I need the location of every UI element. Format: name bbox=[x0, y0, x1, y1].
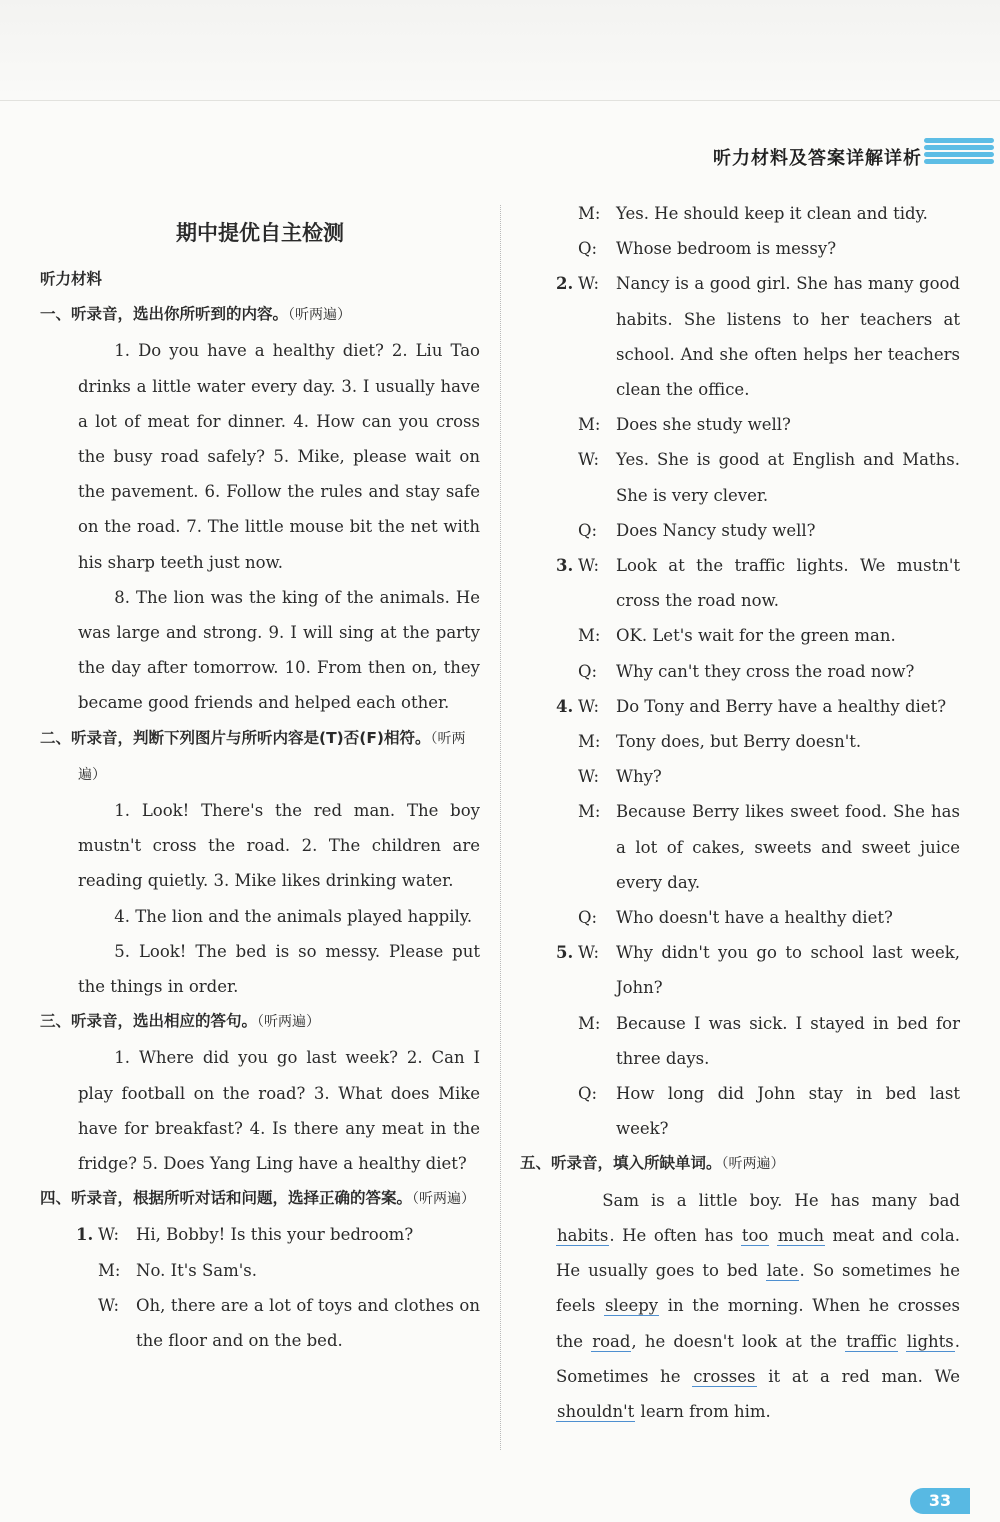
speaker-tag: Q: bbox=[578, 908, 598, 928]
passage-text: it at a red man. We bbox=[756, 1366, 960, 1386]
paragraph: 5. Look! The bed is so messy. Please put the things in order. bbox=[78, 941, 480, 997]
answer-word: lights bbox=[906, 1331, 954, 1351]
section-1-text-a bbox=[40, 333, 480, 579]
dialogue-text: How long did John stay in bed last week? bbox=[616, 1084, 960, 1139]
passage-text bbox=[898, 1332, 906, 1351]
question-number: 2. bbox=[556, 274, 574, 294]
speaker-tag: Q: bbox=[578, 239, 598, 259]
speaker-tag: M: bbox=[578, 1013, 601, 1033]
dialogue-line bbox=[520, 231, 960, 266]
dialogue-text: Why can't they cross the road now? bbox=[616, 661, 915, 681]
section-4-heading bbox=[40, 1181, 480, 1217]
section-1-text-b bbox=[40, 580, 480, 721]
dialogue-text: Yes. She is good at English and Maths. She is very clever. bbox=[616, 450, 960, 505]
heading-note: （听两遍） bbox=[257, 1014, 321, 1031]
section-2-text-a bbox=[40, 793, 480, 899]
heading-note: （听两遍） bbox=[721, 1156, 785, 1173]
dialogue-line bbox=[520, 689, 960, 724]
left-column bbox=[40, 200, 480, 1358]
section-3-text bbox=[40, 1040, 480, 1181]
passage-text: . He often has bbox=[609, 1225, 741, 1245]
passage-text: , he doesn't look at the bbox=[631, 1331, 846, 1351]
dialogue-text: Tony does, but Berry doesn't. bbox=[616, 732, 862, 752]
speaker-tag: M: bbox=[578, 802, 601, 822]
speaker-tag: W: bbox=[578, 450, 600, 470]
passage-text: Sam is a little boy. He has many bad bbox=[602, 1190, 960, 1210]
paragraph: 8. The lion was the king of the animals. He was large and strong. 9. I will sing at the party the day after tomorrow. 10. From then on, they became good friends and helped each other. bbox=[78, 587, 480, 713]
speaker-tag: W: bbox=[578, 696, 600, 716]
heading-text: 二、听录音，判断下列图片与所听内容是(T)否(F)相符。 bbox=[40, 728, 431, 747]
dialogue-line bbox=[40, 1288, 480, 1358]
speaker-tag: M: bbox=[578, 415, 601, 435]
dialogue-text: Whose bedroom is messy? bbox=[616, 239, 837, 259]
paragraph: 1. Do you have a healthy diet? 2. Liu Tao drinks a little water every day. 3. I usually have a lot of meat for dinner. 4. How can you cross the busy road safely? 5. Mike, please wait on the pavement. 6. Follow the rules and stay safe on the road. 7. The little mouse bit the net with his sharp teeth just now. bbox=[78, 341, 480, 572]
section-5-passage bbox=[520, 1183, 960, 1429]
dialogue-3 bbox=[520, 548, 960, 689]
dialogue-text: Nancy is a good girl. She has many good habits. She listens to her teachers at school. And she often helps her teachers clean the office. bbox=[616, 274, 960, 400]
section-label: 听力材料 bbox=[40, 270, 103, 288]
dialogue-1-continued bbox=[520, 196, 960, 266]
dialogue-text: No. It's Sam's. bbox=[136, 1260, 258, 1280]
dialogue-line bbox=[520, 654, 960, 689]
question-number: 4. bbox=[556, 696, 574, 716]
dialogue-2 bbox=[520, 266, 960, 548]
dialogue-line bbox=[520, 548, 960, 618]
speaker-tag: Q: bbox=[578, 1084, 598, 1104]
dialogue-line bbox=[520, 407, 960, 442]
dialogue-line bbox=[520, 724, 960, 759]
passage-text: meat and cola. He usually goes to bed bbox=[556, 1225, 960, 1281]
column-divider bbox=[500, 205, 501, 1450]
page-title: 期中提优自主检测 bbox=[176, 221, 344, 245]
dialogue-text: Oh, there are a lot of toys and clothes on the floor and on the bed. bbox=[136, 1295, 480, 1351]
header-decoration bbox=[924, 138, 994, 172]
question-number: 1. bbox=[76, 1225, 94, 1245]
dialogue-line bbox=[520, 266, 960, 407]
dialogue-text: Hi, Bobby! Is this your bedroom? bbox=[136, 1225, 414, 1245]
answer-word: road bbox=[592, 1331, 631, 1351]
answer-word: much bbox=[777, 1225, 825, 1245]
speaker-tag: M: bbox=[578, 732, 601, 752]
heading-text: 三、听录音，选出相应的答句。 bbox=[40, 1012, 258, 1031]
answer-word: too bbox=[741, 1225, 769, 1245]
speaker-tag: M: bbox=[578, 626, 601, 646]
speaker-tag: W: bbox=[578, 274, 600, 294]
passage-text: learn from him. bbox=[635, 1401, 771, 1421]
answer-word: sleepy bbox=[604, 1296, 659, 1316]
dialogue-line bbox=[520, 513, 960, 548]
speaker-tag: Q: bbox=[578, 661, 598, 681]
speaker-tag: W: bbox=[98, 1225, 120, 1245]
heading-text: 五、听录音，填入所缺单词。 bbox=[520, 1154, 722, 1173]
section-2-heading bbox=[40, 721, 480, 793]
dialogue-1 bbox=[40, 1217, 480, 1358]
dialogue-text: Look at the traffic lights. We mustn't cross the road now. bbox=[616, 556, 960, 611]
section-2-text-b bbox=[40, 899, 480, 934]
speaker-tag: W: bbox=[578, 767, 600, 787]
question-number: 3. bbox=[556, 556, 574, 576]
dialogue-line bbox=[520, 1076, 960, 1146]
paragraph: 1. Look! There's the red man. The boy mustn't cross the road. 2. The children are reading quietly. 3. Mike likes drinking water. bbox=[78, 801, 480, 891]
dialogue-text: Because I was sick. I stayed in bed for three days. bbox=[616, 1013, 960, 1068]
dialogue-4 bbox=[520, 689, 960, 935]
dialogue-text: Why? bbox=[616, 767, 662, 787]
answer-word: shouldn't bbox=[557, 1401, 635, 1421]
heading-note: （听两遍） bbox=[412, 1191, 476, 1208]
dialogue-text: Do Tony and Berry have a healthy diet? bbox=[616, 696, 947, 716]
answer-word: crosses bbox=[693, 1366, 756, 1386]
passage-text: . So sometimes he feels bbox=[556, 1261, 960, 1316]
page-number: 33 bbox=[910, 1488, 970, 1514]
answer-word: habits bbox=[557, 1225, 609, 1245]
heading-text: 一、听录音，选出你所听到的内容。 bbox=[40, 305, 289, 324]
passage-text: . Sometimes he bbox=[556, 1331, 960, 1386]
paragraph: 1. Where did you go last week? 2. Can I play football on the road? 3. What does Mike have for breakfast? 4. Is there any meat in the fridge? 5. Does Yang Ling have a healthy diet? bbox=[78, 1048, 480, 1174]
dialogue-text: Who doesn't have a healthy diet? bbox=[616, 908, 893, 928]
dialogue-text: OK. Let's wait for the green man. bbox=[616, 626, 896, 646]
answer-word: late bbox=[766, 1261, 799, 1281]
speaker-tag: W: bbox=[98, 1295, 120, 1315]
speaker-tag: Q: bbox=[578, 520, 598, 540]
paragraph: 4. The lion and the animals played happily. bbox=[114, 906, 473, 926]
dialogue-line bbox=[520, 935, 960, 1005]
dialogue-line bbox=[520, 442, 960, 512]
section-3-heading bbox=[40, 1004, 480, 1040]
answer-word: traffic bbox=[846, 1331, 897, 1351]
dialogue-line bbox=[520, 618, 960, 653]
dialogue-line bbox=[40, 1253, 480, 1288]
section-5-heading bbox=[520, 1146, 960, 1182]
dialogue-line bbox=[520, 759, 960, 794]
dialogue-line bbox=[520, 900, 960, 935]
speaker-tag: M: bbox=[98, 1260, 121, 1280]
speaker-tag: M: bbox=[578, 204, 601, 223]
section-1-heading bbox=[40, 297, 480, 333]
dialogue-line bbox=[520, 196, 960, 231]
dialogue-5 bbox=[520, 935, 960, 1146]
passage-text: in the morning. When he crosses the bbox=[556, 1296, 960, 1351]
dialogue-text: Does she study well? bbox=[616, 415, 791, 435]
dialogue-text: Because Berry likes sweet food. She has a lot of cakes, sweets and sweet juice every day. bbox=[616, 802, 960, 892]
dialogue-text: Why didn't you go to school last week, John? bbox=[616, 943, 960, 998]
heading-note: （听两遍） bbox=[288, 307, 352, 324]
passage-text bbox=[769, 1226, 777, 1245]
heading-text: 四、听录音，根据所听对话和问题，选择正确的答案。 bbox=[40, 1189, 413, 1208]
running-header: 听力材料及答案详解详析 bbox=[713, 148, 922, 169]
passage-paragraph bbox=[556, 1183, 960, 1429]
dialogue-line bbox=[40, 1217, 480, 1252]
question-number: 5. bbox=[556, 943, 574, 963]
speaker-tag: W: bbox=[578, 556, 600, 576]
page-top-margin bbox=[0, 0, 1000, 101]
heading-note: （听两遍） bbox=[78, 730, 466, 783]
right-column bbox=[520, 196, 960, 1429]
dialogue-text: Does Nancy study well? bbox=[616, 520, 816, 540]
dialogue-line bbox=[520, 794, 960, 900]
speaker-tag: W: bbox=[578, 943, 600, 963]
dialogue-line bbox=[520, 1006, 960, 1076]
section-2-text-c bbox=[40, 934, 480, 1004]
dialogue-text: Yes. He should keep it clean and tidy. bbox=[616, 204, 928, 223]
